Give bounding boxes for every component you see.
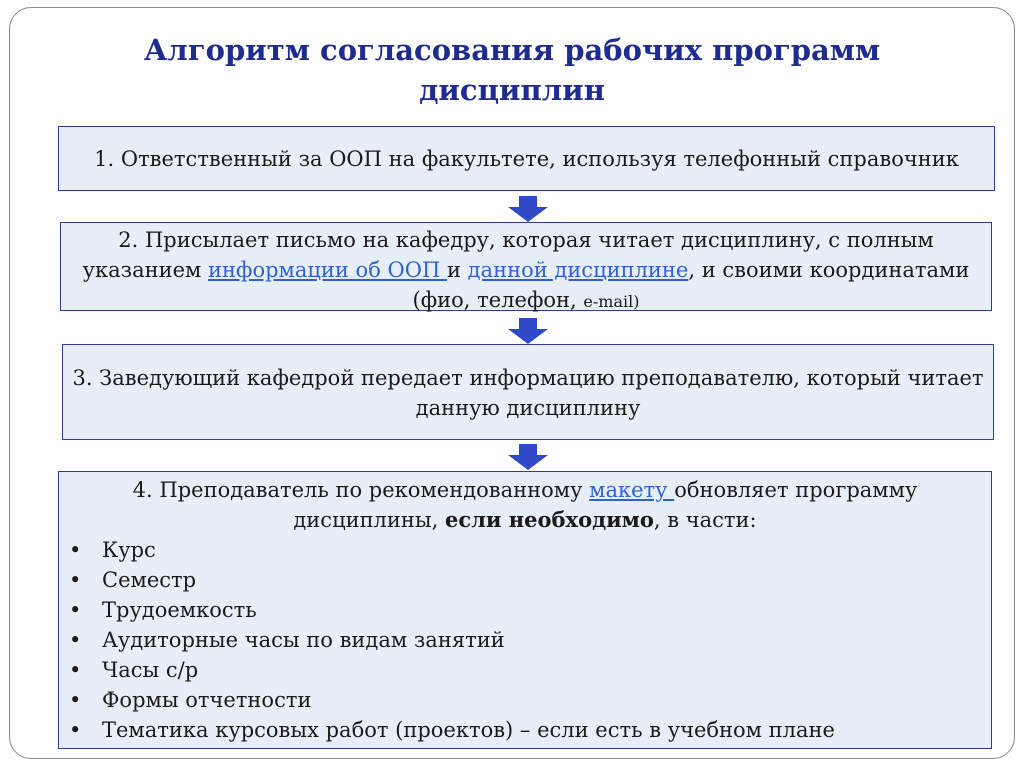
step-4-emphasis: если необходимо bbox=[444, 507, 654, 532]
step-4-box bbox=[58, 471, 992, 749]
step-4-intro bbox=[59, 475, 991, 535]
step-1-box bbox=[58, 126, 995, 191]
slide-title-line-2: дисциплин bbox=[419, 73, 605, 107]
list-item: • Аудиторные часы по видам занятий bbox=[59, 625, 991, 655]
step-1-text: 1. Ответственный за ООП на факультете, используя телефонный справочник bbox=[94, 147, 959, 171]
step-4-text-end: , в части: bbox=[653, 508, 757, 532]
oop-info-link[interactable]: информации об ООП bbox=[208, 258, 447, 282]
update-items-list bbox=[59, 535, 991, 745]
list-item: • Формы отчетности bbox=[59, 685, 991, 715]
list-item: • Семестр bbox=[59, 565, 991, 595]
step-4-text-mid: обновляет программу дисциплины, bbox=[293, 478, 918, 532]
step-2-box bbox=[60, 222, 992, 311]
step-2-text-end: , и своими координатами (фио, телефон, bbox=[412, 258, 970, 312]
list-item: • Часы с/р bbox=[59, 655, 991, 685]
down-arrow-icon bbox=[508, 444, 548, 470]
slide-title-line-1: Алгоритм согласования рабочих программ bbox=[143, 33, 881, 67]
slide-title bbox=[0, 30, 1024, 110]
step-2-text-mid: и bbox=[446, 258, 468, 282]
step-3-box bbox=[62, 344, 994, 440]
list-item: • Тематика курсовых работ (проектов) – если есть в учебном плане bbox=[59, 715, 991, 745]
down-arrow-icon bbox=[508, 196, 548, 222]
step-2-email-text: e-mail) bbox=[583, 292, 640, 311]
template-link[interactable]: макету bbox=[589, 478, 675, 502]
step-3-text: 3. Заведующий кафедрой передает информацию преподавателю, который читает данную дисциплину bbox=[72, 366, 984, 420]
step-4-text-start: 4. Преподаватель по рекомендованному bbox=[132, 478, 590, 502]
list-item: • Курс bbox=[59, 535, 991, 565]
step-2-text-start: 2. Присылает письмо на кафедру, которая читает дисциплину, с полным указанием bbox=[82, 228, 934, 282]
discipline-info-link[interactable]: данной дисциплине bbox=[467, 258, 689, 282]
down-arrow-icon bbox=[508, 318, 548, 344]
list-item: • Трудоемкость bbox=[59, 595, 991, 625]
